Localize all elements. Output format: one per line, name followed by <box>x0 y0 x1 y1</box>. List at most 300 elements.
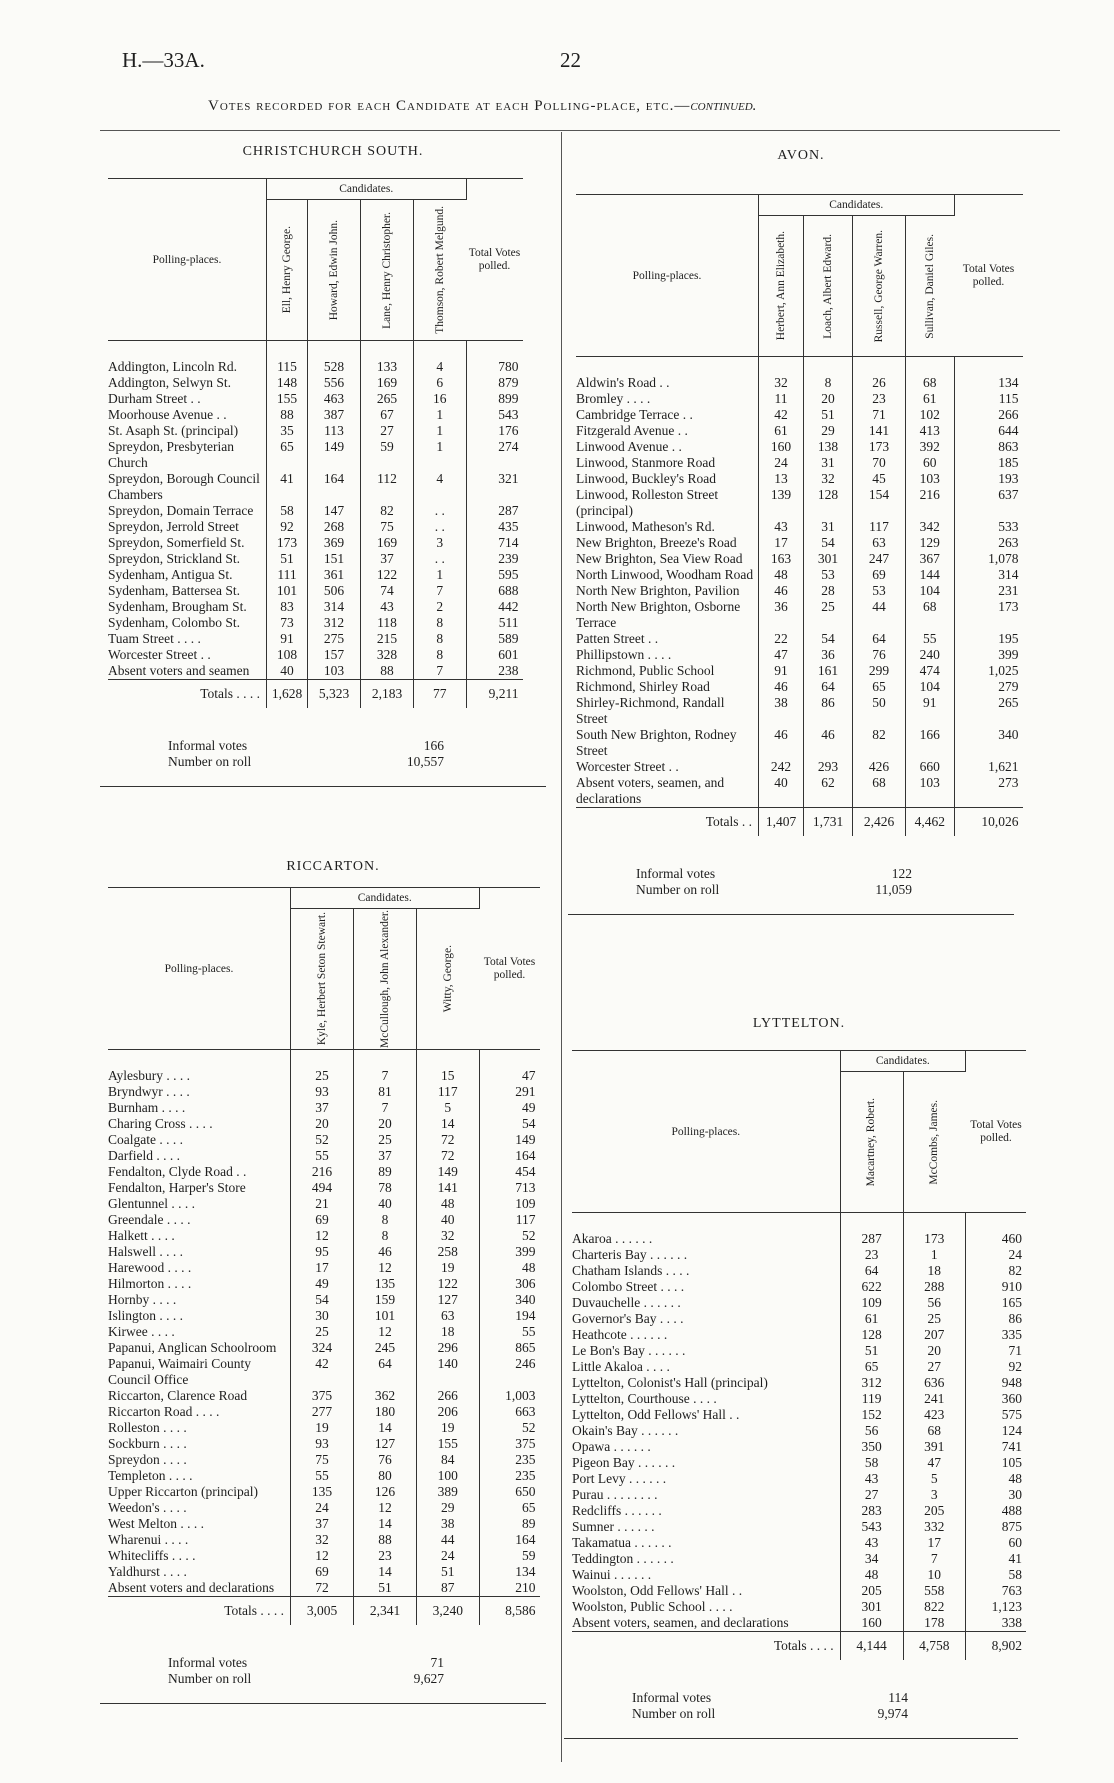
candidate-votes-cell: 5 <box>417 1100 480 1116</box>
votes-table <box>572 1050 1026 1660</box>
candidate-votes-cell: 63 <box>417 1308 480 1324</box>
total-votes-cell: 52 <box>479 1420 540 1436</box>
candidate-votes-cell: 293 <box>804 759 853 775</box>
candidate-votes-cell: 53 <box>853 583 906 599</box>
polling-place-name: Charing Cross . . . . <box>108 1116 213 1131</box>
candidate-votes-cell: 7 <box>414 583 467 599</box>
total-votes-cell: 780 <box>466 341 523 376</box>
polling-place-name: Charteris Bay . . . . . . <box>572 1247 688 1262</box>
total-votes-cell: 55 <box>479 1324 540 1340</box>
table-row <box>572 1423 1026 1439</box>
table-row <box>572 1471 1026 1487</box>
header-total-votes: Total Votes polled. <box>466 179 523 341</box>
header-candidate-name <box>267 200 308 341</box>
candidate-votes-cell: 88 <box>267 407 308 423</box>
polling-place-name: Opawa . . . . . . <box>572 1439 651 1454</box>
table-row <box>572 1343 1026 1359</box>
polling-place-name: Worcester Street . . <box>576 759 679 774</box>
table-row <box>572 1391 1026 1407</box>
candidate-votes-cell: 245 <box>354 1340 417 1356</box>
candidate-votes-cell: 67 <box>361 407 414 423</box>
candidate-votes-cell: 17 <box>291 1260 354 1276</box>
candidate-votes-cell: 40 <box>267 663 308 680</box>
polling-place-name: Spreydon, Jerrold Street <box>108 519 239 534</box>
candidate-votes-cell: 155 <box>417 1436 480 1452</box>
total-votes-cell: 49 <box>479 1100 540 1116</box>
candidate-votes-cell: 95 <box>291 1244 354 1260</box>
candidate-votes-cell: 109 <box>840 1295 903 1311</box>
informal-label: Informal votes <box>168 738 248 753</box>
candidate-votes-cell: 37 <box>354 1148 417 1164</box>
total-votes-cell: 663 <box>479 1404 540 1420</box>
polling-place-name: Heathcote . . . . . . <box>572 1327 668 1342</box>
informal-label: Informal votes <box>636 866 716 881</box>
total-votes-cell: 210 <box>479 1580 540 1597</box>
totals-label: Totals . . <box>576 808 759 837</box>
table-row <box>108 1116 540 1132</box>
candidate-votes-cell: 1 <box>903 1247 965 1263</box>
total-votes-cell: 47 <box>479 1050 540 1085</box>
candidate-votes-cell: 288 <box>903 1279 965 1295</box>
total-votes-cell: 92 <box>966 1359 1026 1375</box>
candidate-votes-cell: 822 <box>903 1599 965 1615</box>
table-row <box>576 679 1023 695</box>
votes-table <box>108 887 540 1625</box>
candidate-votes-cell: 46 <box>759 583 804 599</box>
candidate-votes-cell: 299 <box>853 663 906 679</box>
candidate-votes-cell: 75 <box>361 519 414 535</box>
polling-place-name: Spreydon, Strickland St. <box>108 551 240 566</box>
total-votes-cell: 879 <box>466 375 523 391</box>
roll-value: 10,557 <box>406 754 444 769</box>
polling-place-name: West Melton . . . . <box>108 1516 205 1531</box>
polling-place-name: Fendalton, Harper's Store <box>108 1180 246 1195</box>
total-votes-cell: 543 <box>466 407 523 423</box>
candidate-votes-cell: 29 <box>417 1500 480 1516</box>
totals-value: 4,144 <box>840 1632 903 1661</box>
totals-value: 4,758 <box>903 1632 965 1661</box>
total-votes-cell: 399 <box>479 1244 540 1260</box>
candidate-votes-cell: 161 <box>804 663 853 679</box>
candidate-votes-cell: 56 <box>903 1295 965 1311</box>
candidate-votes-cell: 247 <box>853 551 906 567</box>
candidate-votes-cell: 7 <box>354 1050 417 1085</box>
candidate-name-text: Loach, Albert Edward. <box>821 233 834 339</box>
candidate-name-text: Witty, George. <box>441 945 454 1013</box>
total-votes-cell: 533 <box>954 519 1023 535</box>
table-row <box>108 647 523 663</box>
section-end-rule <box>100 1703 546 1704</box>
polling-place-name: Little Akaloa . . . . <box>572 1359 670 1374</box>
candidate-votes-cell: 63 <box>853 535 906 551</box>
candidate-votes-cell: 1 <box>414 567 467 583</box>
candidate-votes-cell: 19 <box>417 1420 480 1436</box>
roll-value: 9,974 <box>877 1706 908 1721</box>
table-row <box>108 1340 540 1356</box>
candidate-votes-cell: . . <box>414 503 467 519</box>
total-votes-cell: 134 <box>954 357 1023 392</box>
total-votes-cell: 948 <box>966 1375 1026 1391</box>
table-row <box>108 423 523 439</box>
header-candidates: Candidates. <box>291 888 480 909</box>
candidate-votes-cell: 387 <box>308 407 361 423</box>
candidate-votes-cell: 17 <box>759 535 804 551</box>
candidate-votes-cell: 173 <box>853 439 906 455</box>
candidate-votes-cell: 68 <box>906 599 955 631</box>
candidate-votes-cell: 47 <box>759 647 804 663</box>
table-row <box>576 439 1023 455</box>
candidate-votes-cell: 51 <box>417 1564 480 1580</box>
candidate-votes-cell: 28 <box>804 583 853 599</box>
candidate-votes-cell: 53 <box>804 567 853 583</box>
candidate-votes-cell: 362 <box>354 1388 417 1404</box>
table-row <box>108 1100 540 1116</box>
table-row <box>108 535 523 551</box>
candidate-votes-cell: 32 <box>759 357 804 392</box>
total-votes-cell: 741 <box>966 1439 1026 1455</box>
candidate-votes-cell: 3 <box>903 1487 965 1503</box>
candidate-votes-cell: 37 <box>291 1516 354 1532</box>
polling-place-name: Linwood, Buckley's Road <box>576 471 717 486</box>
candidate-votes-cell: 5 <box>903 1471 965 1487</box>
total-votes-cell: 263 <box>954 535 1023 551</box>
candidate-votes-cell: 206 <box>417 1404 480 1420</box>
polling-place-name: Linwood Avenue . . <box>576 439 682 454</box>
total-votes-cell: 511 <box>466 615 523 631</box>
candidate-votes-cell: 88 <box>354 1532 417 1548</box>
polling-place-name: Worcester Street . . <box>108 647 211 662</box>
total-votes-cell: 863 <box>954 439 1023 455</box>
polling-place-name: Templeton . . . . <box>108 1468 193 1483</box>
candidate-votes-cell: 26 <box>853 357 906 392</box>
table-row <box>108 1436 540 1452</box>
table-row <box>108 503 523 519</box>
header-candidate-name <box>906 216 955 357</box>
candidate-votes-cell: 50 <box>853 695 906 727</box>
polling-place-name: Wainui . . . . . . <box>572 1567 652 1582</box>
candidate-votes-cell: 69 <box>853 567 906 583</box>
candidate-votes-cell: 622 <box>840 1279 903 1295</box>
candidate-votes-cell: 6 <box>414 375 467 391</box>
candidate-votes-cell: 45 <box>853 471 906 487</box>
table-row <box>108 663 523 680</box>
table-row <box>108 439 523 471</box>
candidate-votes-cell: 58 <box>840 1455 903 1471</box>
roll-label: Number on roll <box>632 1706 716 1721</box>
candidate-votes-cell: 51 <box>354 1580 417 1597</box>
roll-value: 9,627 <box>413 1671 444 1686</box>
polling-place-name: Papanui, Anglican Schoolroom <box>108 1340 277 1355</box>
total-votes-cell: 41 <box>966 1551 1026 1567</box>
candidate-votes-cell: 3 <box>414 535 467 551</box>
polling-place-name: North New Brighton, Osborne Terrace <box>576 599 741 630</box>
table-row <box>108 1548 540 1564</box>
candidate-votes-cell: 40 <box>759 775 804 808</box>
table-row <box>572 1503 1026 1519</box>
informal-value: 71 <box>430 1655 444 1670</box>
candidate-votes-cell: 65 <box>840 1359 903 1375</box>
candidate-votes-cell: 71 <box>853 407 906 423</box>
table-row <box>572 1375 1026 1391</box>
polling-place-name: Richmond, Public School <box>576 663 715 678</box>
total-votes-cell: 24 <box>966 1247 1026 1263</box>
polling-place-name: Redcliffs . . . . . . <box>572 1503 662 1518</box>
total-votes-cell: 644 <box>954 423 1023 439</box>
candidate-votes-cell: 144 <box>906 567 955 583</box>
candidate-votes-cell: 258 <box>417 1244 480 1260</box>
candidate-name-text: Russell, George Warren. <box>872 229 885 343</box>
header-candidate-name <box>804 216 853 357</box>
candidate-votes-cell: 117 <box>417 1084 480 1100</box>
candidate-votes-cell: 82 <box>853 727 906 759</box>
polling-place-name: Port Levy . . . . . . <box>572 1471 667 1486</box>
candidate-votes-cell: 312 <box>840 1375 903 1391</box>
candidate-votes-cell: 38 <box>417 1516 480 1532</box>
polling-place-name: Sydenham, Battersea St. <box>108 583 240 598</box>
total-votes-cell: 899 <box>466 391 523 407</box>
candidate-votes-cell: 1 <box>414 439 467 471</box>
total-votes-cell: 287 <box>466 503 523 519</box>
candidate-votes-cell: 115 <box>267 341 308 376</box>
candidate-votes-cell: 104 <box>906 583 955 599</box>
total-votes-cell: 291 <box>479 1084 540 1100</box>
candidate-votes-cell: 55 <box>291 1148 354 1164</box>
candidate-votes-cell: 1 <box>414 407 467 423</box>
total-votes-cell: 340 <box>954 727 1023 759</box>
header-candidate-name <box>840 1072 903 1213</box>
candidate-votes-cell: 100 <box>417 1468 480 1484</box>
candidate-votes-cell: 8 <box>414 647 467 663</box>
candidate-name-text: McCombs, James. <box>928 1099 941 1185</box>
table-row <box>572 1359 1026 1375</box>
table-row <box>576 407 1023 423</box>
candidate-votes-cell: 7 <box>903 1551 965 1567</box>
polling-place-name: Pigeon Bay . . . . . . <box>572 1455 676 1470</box>
total-votes-cell: 134 <box>479 1564 540 1580</box>
polling-place-name: Hilmorton . . . . <box>108 1276 192 1291</box>
candidate-votes-cell: 68 <box>906 357 955 392</box>
votes-table <box>108 178 523 708</box>
table-row <box>108 1132 540 1148</box>
total-votes-cell: 714 <box>466 535 523 551</box>
table-row <box>108 1164 540 1180</box>
total-votes-cell: 637 <box>954 487 1023 519</box>
totals-label: Totals . . . . <box>108 1597 291 1626</box>
candidate-votes-cell: 51 <box>267 551 308 567</box>
header-candidate-name <box>354 909 417 1050</box>
total-votes-cell: 59 <box>479 1548 540 1564</box>
polling-place-name: Coalgate . . . . <box>108 1132 183 1147</box>
polling-place-name: Purau . . . . . . . . <box>572 1487 658 1502</box>
section-title: AVON. <box>777 148 825 163</box>
candidate-votes-cell: 1 <box>414 423 467 439</box>
candidate-votes-cell: 64 <box>840 1263 903 1279</box>
candidate-votes-cell: 8 <box>354 1228 417 1244</box>
header-candidate-name <box>308 200 361 341</box>
candidate-votes-cell: 342 <box>906 519 955 535</box>
polling-place-name: Burnham . . . . <box>108 1100 186 1115</box>
candidate-votes-cell: 32 <box>804 471 853 487</box>
candidate-votes-cell: 413 <box>906 423 955 439</box>
table-row <box>576 357 1023 392</box>
informal-label: Informal votes <box>168 1655 248 1670</box>
candidate-votes-cell: 12 <box>354 1500 417 1516</box>
total-votes-cell: 109 <box>479 1196 540 1212</box>
total-votes-cell: 1,621 <box>954 759 1023 775</box>
candidate-votes-cell: 117 <box>853 519 906 535</box>
candidate-votes-cell: 19 <box>291 1420 354 1436</box>
candidate-votes-cell: 104 <box>906 679 955 695</box>
header-polling-places: Polling-places. <box>108 888 291 1050</box>
table-row <box>576 599 1023 631</box>
totals-value: 2,426 <box>853 808 906 837</box>
candidate-votes-cell: 157 <box>308 647 361 663</box>
candidate-votes-cell: 25 <box>903 1311 965 1327</box>
polling-place-name: Bryndwyr . . . . <box>108 1084 190 1099</box>
candidate-votes-cell: 7 <box>354 1100 417 1116</box>
candidate-votes-cell: 375 <box>291 1388 354 1404</box>
candidate-votes-cell: 133 <box>361 341 414 376</box>
table-row <box>572 1311 1026 1327</box>
polling-place-name: Absent voters, seamen, and declarations <box>576 775 725 806</box>
header-candidates: Candidates. <box>759 195 955 216</box>
candidate-votes-cell: 55 <box>291 1468 354 1484</box>
candidate-votes-cell: 103 <box>308 663 361 680</box>
roll-label: Number on roll <box>636 882 720 897</box>
table-row <box>108 1564 540 1580</box>
polling-place-name: Spreydon, Presbyterian Church <box>108 439 234 470</box>
candidate-name-text: Ell, Henry George. <box>280 226 293 314</box>
candidate-votes-cell: 32 <box>417 1228 480 1244</box>
candidate-votes-cell: 178 <box>903 1615 965 1632</box>
total-votes-cell: 575 <box>966 1407 1026 1423</box>
header-candidate-name <box>903 1072 965 1213</box>
table-row <box>108 1420 540 1436</box>
candidate-votes-cell: 91 <box>759 663 804 679</box>
total-votes-cell: 105 <box>966 1455 1026 1471</box>
candidate-votes-cell: 13 <box>759 471 804 487</box>
candidate-votes-cell: 350 <box>840 1439 903 1455</box>
total-votes-cell: 713 <box>479 1180 540 1196</box>
polling-place-name: Halkett . . . . <box>108 1228 175 1243</box>
candidate-votes-cell: 65 <box>267 439 308 471</box>
table-row <box>576 471 1023 487</box>
roll-value: 11,059 <box>875 882 912 897</box>
candidate-votes-cell: 113 <box>308 423 361 439</box>
table-row <box>108 1148 540 1164</box>
candidate-votes-cell: 207 <box>903 1327 965 1343</box>
candidate-votes-cell: 54 <box>291 1292 354 1308</box>
polling-place-name: Le Bon's Bay . . . . . . <box>572 1343 686 1358</box>
polling-place-name: Durham Street . . <box>108 391 201 406</box>
candidate-votes-cell: 12 <box>291 1548 354 1564</box>
totals-value: 8,902 <box>966 1632 1026 1661</box>
table-row <box>108 375 523 391</box>
table-row <box>572 1263 1026 1279</box>
total-votes-cell: 185 <box>954 455 1023 471</box>
candidate-votes-cell: 118 <box>361 615 414 631</box>
candidate-votes-cell: 8 <box>414 615 467 631</box>
table-row <box>572 1327 1026 1343</box>
header-candidate-name <box>853 216 906 357</box>
polling-place-name: Addington, Lincoln Rd. <box>108 359 237 374</box>
candidate-votes-cell: 27 <box>903 1359 965 1375</box>
candidate-votes-cell: 10 <box>903 1567 965 1583</box>
candidate-votes-cell: 82 <box>361 503 414 519</box>
candidate-votes-cell: 166 <box>906 727 955 759</box>
candidate-votes-cell: 558 <box>903 1583 965 1599</box>
candidate-votes-cell: 242 <box>759 759 804 775</box>
candidate-votes-cell: 31 <box>804 519 853 535</box>
polling-place-name: Shirley-Richmond, Randall Street <box>576 695 725 726</box>
polling-place-name: Harewood . . . . <box>108 1260 192 1275</box>
totals-value: 1,407 <box>759 808 804 837</box>
polling-place-name: Tuam Street . . . . <box>108 631 201 646</box>
candidate-votes-cell: 42 <box>291 1356 354 1388</box>
table-row <box>108 1180 540 1196</box>
candidate-votes-cell: 56 <box>840 1423 903 1439</box>
total-votes-cell: 195 <box>954 631 1023 647</box>
candidate-votes-cell: 152 <box>840 1407 903 1423</box>
candidate-name-text: Thomson, Robert Melgund. <box>433 206 446 334</box>
total-votes-cell: 89 <box>479 1516 540 1532</box>
candidate-votes-cell: 15 <box>417 1050 480 1085</box>
candidate-votes-cell: 25 <box>354 1132 417 1148</box>
totals-value: 3,005 <box>291 1597 354 1626</box>
table-row <box>572 1551 1026 1567</box>
candidate-votes-cell: 55 <box>906 631 955 647</box>
candidate-votes-cell: 48 <box>840 1567 903 1583</box>
table-row <box>576 663 1023 679</box>
candidate-votes-cell: 27 <box>840 1487 903 1503</box>
candidate-votes-cell: 287 <box>840 1213 903 1248</box>
polling-place-name: Phillipstown . . . . <box>576 647 672 662</box>
polling-place-name: Sumner . . . . . . <box>572 1519 655 1534</box>
informal-value: 166 <box>423 738 444 753</box>
header-candidates: Candidates. <box>267 179 467 200</box>
page-number: 22 <box>560 48 581 72</box>
candidate-votes-cell: 29 <box>804 423 853 439</box>
candidate-votes-cell: 23 <box>853 391 906 407</box>
votes-table <box>576 194 1023 836</box>
candidate-votes-cell: 43 <box>759 519 804 535</box>
polling-place-name: Greendale . . . . <box>108 1212 191 1227</box>
polling-place-name: Lyttelton, Odd Fellows' Hall . . <box>572 1407 740 1422</box>
candidate-name-text: McCullough, John Alexander. <box>378 910 391 1048</box>
header-candidate-name <box>759 216 804 357</box>
candidate-votes-cell: 389 <box>417 1484 480 1500</box>
candidate-votes-cell: 32 <box>291 1532 354 1548</box>
total-votes-cell: 48 <box>966 1471 1026 1487</box>
section-title: CHRISTCHURCH SOUTH. <box>242 144 424 159</box>
total-votes-cell: 1,078 <box>954 551 1023 567</box>
table-row <box>108 1308 540 1324</box>
polling-place-name: South New Brighton, Rodney Street <box>576 727 737 758</box>
section-end-rule <box>568 914 1014 915</box>
candidate-votes-cell: 149 <box>308 439 361 471</box>
candidate-votes-cell: 169 <box>361 535 414 551</box>
total-votes-cell: 58 <box>966 1567 1026 1583</box>
candidate-votes-cell: 122 <box>361 567 414 583</box>
total-votes-cell: 875 <box>966 1519 1026 1535</box>
candidate-votes-cell: 112 <box>361 471 414 503</box>
polling-place-name: Fitzgerald Avenue . . <box>576 423 688 438</box>
candidate-votes-cell: 76 <box>853 647 906 663</box>
candidate-votes-cell: 155 <box>267 391 308 407</box>
candidate-votes-cell: 135 <box>354 1276 417 1292</box>
candidate-votes-cell: 528 <box>308 341 361 376</box>
table-row <box>572 1519 1026 1535</box>
